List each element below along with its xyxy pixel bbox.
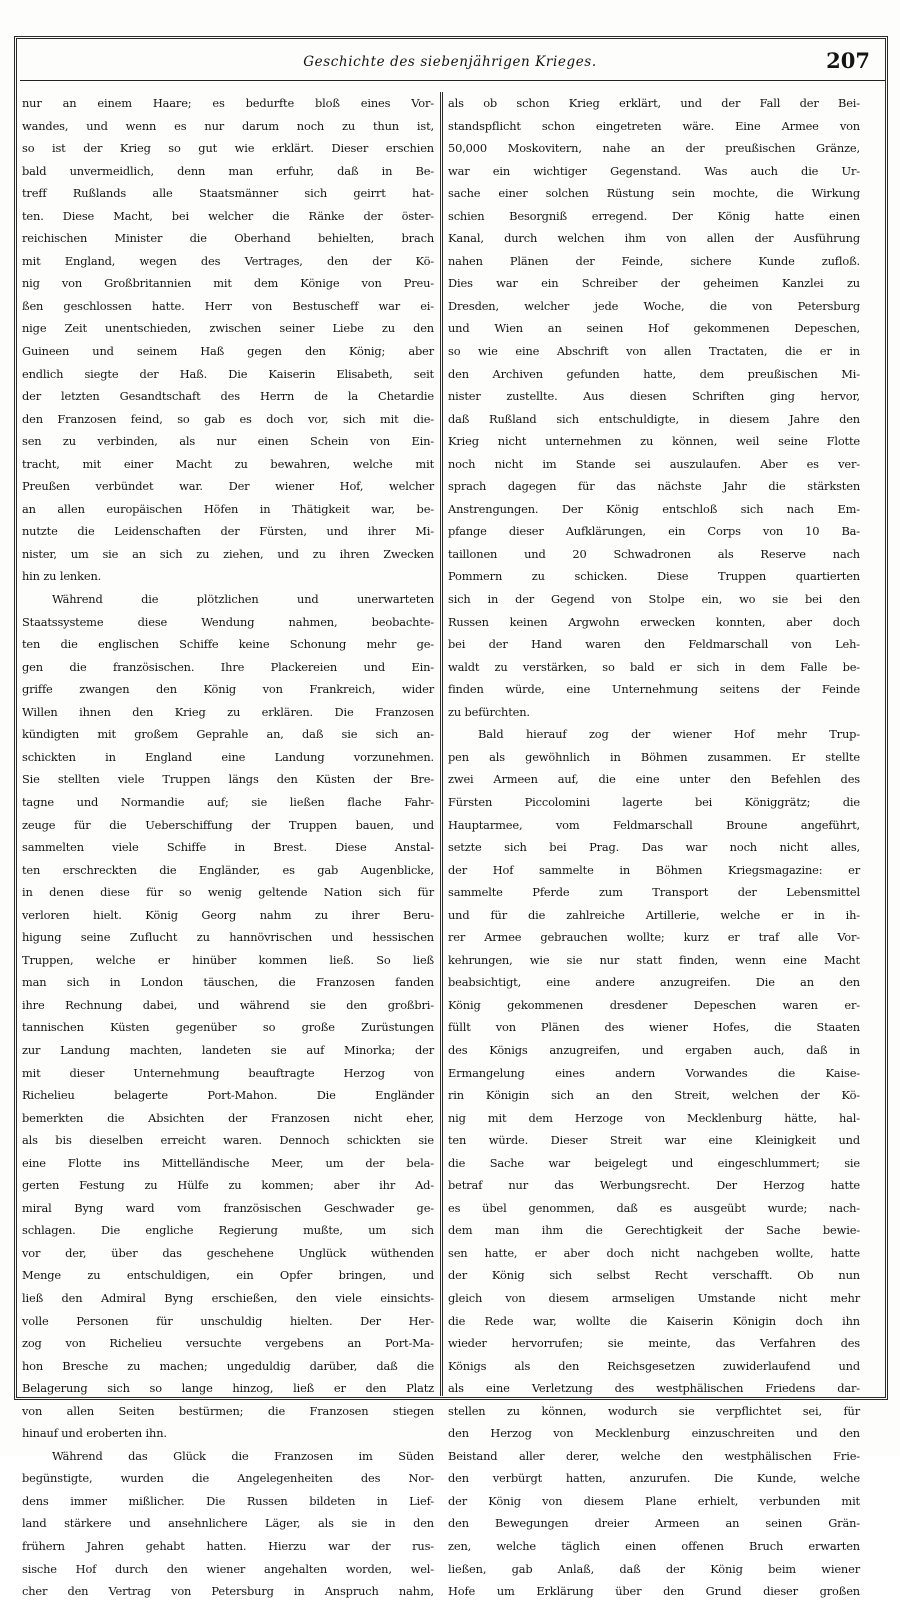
text-line: nahen Plänen der Feinde, sichere Kunde zufloß. [448,253,860,268]
text-line: higung seine Zuflucht zu hannövrischen und hessischen [22,930,434,945]
text-line: als bis dieselben erreicht waren. Dennoch schickten sie [22,1133,434,1148]
text-line: stellen zu können, wodurch sie verpflichtet sei, für [448,1403,860,1418]
text-line: schlagen. Die engliche Regierung mußte, um sich [22,1223,434,1238]
text-line: Hofe um Erklärung über den Grund dieser großen [448,1584,860,1599]
left-text-column [22,92,434,1599]
text-line: frühern Jahren gehabt hatten. Hierzu war der rus- [22,1539,434,1553]
text-line: tracht, mit einer Macht zu bewahren, welche mit [22,456,434,471]
text-line: Truppen, welche er hinüber kommen ließ. So ließ [22,952,434,967]
text-line: bemerkten die Absichten der Franzosen nicht eher, [22,1110,434,1125]
text-line: Staatssysteme diese Wendung nahmen, beobachte- [22,614,434,629]
text-line: als ob schon Krieg erklärt, und der Fall der Bei- [448,96,860,110]
text-line: mit England, wegen des Vertrages, den der Kö- [22,253,434,268]
text-line: an allen europäischen Höfen in Thätigkeit war, be- [22,501,434,516]
text-line: vor der, über das geschehene Unglück wüthenden [22,1245,434,1260]
text-line: nutzte die Leidenschaften der Fürsten, und ihrer Mi- [22,524,434,539]
text-line: schien Besorgniß erregend. Der König hatte einen [448,208,860,223]
text-line: sammelten viele Schiffe in Brest. Diese Anstal- [22,840,434,855]
text-line: der König von diesem Plane erhielt, verbunden mit [448,1493,860,1508]
text-line: rer Armee gebrauchen wollte; kurz er traf alle Vor- [448,930,860,945]
text-line: den Bewegungen dreier Armeen an seinen Grän- [448,1516,860,1531]
text-line: bald unvermeidlich, denn man erfuhr, daß in Be- [22,163,434,178]
text-line: miral Byng ward vom französischen Geschwader ge- [22,1200,434,1215]
text-line: land stärkere und ansehnlichere Läger, als sie in den [22,1516,434,1531]
text-line: verloren hielt. König Georg nahm zu ihrer Beru- [22,907,434,922]
text-line: füllt von Plänen des wiener Hofes, die Staaten [448,1020,860,1035]
text-line: von allen Seiten bestürmen; die Franzosen stiegen [22,1403,434,1418]
text-line: ihre Rechnung dabei, und während sie den großbri- [22,997,434,1012]
text-line: wandes, und wenn es nur darum noch zu thun ist, [22,118,434,133]
text-line: Russen keinen Argwohn erwecken konnten, aber doch [448,614,860,629]
text-line: zeuge für die Ueberschiffung der Truppen bauen, und [22,817,434,832]
text-line: standspflicht schon eingetreten wäre. Eine Armee von [448,118,860,133]
text-line: pfange dieser Aufklärungen, ein Corps von 10 Ba- [448,524,860,539]
text-line: Fürsten Piccolomini lagerte bei Königgrätz; die [448,794,860,809]
text-line: treff Rußlands alle Staatsmänner sich geirrt hat- [22,186,434,201]
text-line: ten würde. Dieser Streit war eine Kleinigkeit und [448,1133,860,1148]
text-line: die Rede war, wollte die Kaiserin Königin doch ihn [448,1313,860,1328]
text-line: betraf nur das Werbungsrecht. Der Herzog hatte [448,1178,860,1193]
text-line: mit dieser Unternehmung beauftragte Herzog von [22,1065,434,1080]
text-line: zwei Armeen auf, die eine unter den Befehlen des [448,772,860,787]
text-line: ließen, gab Anlaß, daß der König beim wiener [448,1561,860,1576]
text-line: ßen geschlossen hatte. Herr von Bestuscheff war ei- [22,298,434,313]
right-text-column [448,92,860,1599]
text-line: Ermangelung eines andern Vorwandes die Kaise- [448,1065,860,1080]
text-line: den verbürgt hatten, anzurufen. Die Kunde, welche [448,1471,860,1486]
text-line: finden würde, eine Unternehmung seitens der Feinde [448,682,860,697]
text-line: kündigten mit großem Geprahle an, daß sie sich an- [22,727,434,742]
text-line: Bald hierauf zog der wiener Hof mehr Trup- [478,727,860,742]
text-line: Menge zu entschuldigen, ein Opfer bringen, und [22,1268,434,1283]
text-line: und für die zahlreiche Artillerie, welche er in ih- [448,907,860,922]
text-line: der letzten Gesandtschaft des Herrn de la Chetardie [22,389,434,404]
text-line: ten. Diese Macht, bei welcher die Ränke der öster- [22,208,434,223]
text-line: Dresden, welcher jede Woche, die von Petersburg [448,298,860,313]
text-line: cher den Vertrag von Petersburg in Anspruch nahm, [22,1584,434,1599]
text-line: sache einer solchen Rüstung sein mochte, die Wirkung [448,186,860,201]
text-line: Während das Glück die Franzosen im Süden [52,1448,434,1463]
text-line: nige Zeit unentschieden, zwischen seiner Liebe zu den [22,321,434,336]
text-line: der Hof sammelte in Böhmen Kriegsmagazine: er [448,862,860,877]
text-line: gerten Festung zu Hülfe zu kommen; aber ihr Ad- [22,1178,434,1193]
text-line: in denen diese für so wenig geltende Nation sich für [22,885,434,900]
text-line: eine Flotte ins Mittelländische Meer, um der bela- [22,1155,434,1170]
text-line: es übel genommen, daß es ausgeübt wurde; nach- [448,1200,860,1215]
text-line: kehrungen, wie sie nur statt finden, wenn eine Macht [448,952,860,967]
text-line: zur Landung machten, landeten sie auf Minorka; der [22,1042,434,1057]
text-line: sische Hof durch den wiener angehalten worden, wel- [22,1561,434,1576]
text-line: zog von Richelieu versuchte vergebens an Port-Ma- [22,1336,434,1351]
text-line: zu befürchten. [448,704,530,719]
text-line: tagne und Normandie auf; sie ließen flache Fahr- [22,794,434,809]
text-line: setzte sich bei Prag. Das war noch nicht alles, [448,840,860,855]
text-line: begünstigte, wurden die Angelegenheiten des Nor- [22,1471,434,1486]
text-line: bei der Hand waren den Feldmarschall von Leh- [448,637,860,652]
text-line: hinauf und eroberten ihn. [22,1426,167,1441]
text-line: der König sich selbst Recht verschafft. Ob nun [448,1268,860,1283]
text-line: man sich in London täuschen, die Franzosen fanden [22,975,434,990]
running-head: Geschichte des siebenjährigen Krieges. [303,54,597,70]
text-line: war ein wichtiger Gegenstand. Was auch die Ur- [448,163,860,178]
text-line: Richelieu belagerte Port-Mahon. Die Engländer [22,1088,434,1103]
text-line: Preußen verbündet war. Der wiener Hof, welcher [22,479,434,494]
text-line: König gekommenen dresdener Depeschen waren er- [448,997,860,1012]
text-line: ten die englischen Schiffe keine Schonung mehr ge- [22,637,434,652]
text-line: Königs als den Reichsgesetzen zuwiderlaufend und [448,1358,860,1373]
text-line: beabsichtigt, eine andere anzugreifen. Die an den [448,975,860,990]
text-line: nister, um sie an sich zu ziehen, und zu ihren Zwecken [22,546,434,561]
text-line: taillonen und 20 Schwadronen als Reserve nach [448,546,860,561]
text-line: noch nicht im Stande sei auszulaufen. Aber es ver- [448,456,860,471]
text-line: nig mit dem Herzoge von Mecklenburg hätte, hal- [448,1110,860,1125]
column-divider [440,92,443,1396]
text-line: ließ den Admiral Byng erschießen, den viele einsichts- [22,1290,434,1305]
text-line: rin Königin sich an den Streit, welchen der Kö- [448,1088,860,1103]
text-line: sammelte Pferde zum Transport der Lebensmittel [448,885,860,900]
text-line: den Herzog von Mecklenburg einzuschreiten und den [448,1426,860,1441]
text-line: Während die plötzlichen und unerwarteten [52,592,434,607]
text-line: Pommern zu schicken. Diese Truppen quartierten [448,569,860,584]
text-line: Guineen und seinem Haß gegen den König; aber [22,344,434,359]
text-line: 50,000 Moskovitern, nahe an der preußischen Gränze, [448,141,860,156]
text-line: Sie stellten viele Truppen längs den Küsten der Bre- [22,772,434,787]
text-line: als eine Verletzung des westphälischen Friedens dar- [448,1381,860,1396]
text-line: Dies war ein Schreiber der geheimen Kanzlei zu [448,276,860,291]
text-line: pen als gewöhnlich in Böhmen zusammen. Er stellte [448,749,860,764]
text-line: Anstrengungen. Der König entschloß sich nach Em- [448,501,860,516]
text-line: sprach dagegen für das nächste Jahr die stärksten [448,479,860,494]
text-line: Belagerung sich so lange hinzog, ließ er den Platz [22,1381,434,1396]
text-line: so ist der Krieg so gut wie erklärt. Dieser erschien [22,141,434,156]
text-line: sen hatte, er aber doch nicht nachgeben wollte, hatte [448,1245,860,1260]
text-line: sen zu verbinden, als nur einen Schein von Ein- [22,434,434,449]
text-line: ten erschreckten die Engländer, es gab Augenblicke, [22,862,434,877]
text-line: Hauptarmee, vom Feldmarschall Broune angeführt, [448,817,860,832]
text-line: zen, welche täglich einen offenen Bruch erwarten [448,1539,860,1553]
text-line: nister zustellte. Aus diesen Schriften ging hervor, [448,389,860,404]
text-line: reichischen Minister die Oberhand behielten, brach [22,231,434,246]
text-line: schickten in England eine Landung vorzunehmen. [22,749,434,764]
text-line: Willen ihnen den Krieg zu erklären. Die Franzosen [22,704,434,719]
text-line: wieder hervorrufen; sie meinte, das Verfahren des [448,1336,860,1351]
text-line: nur an einem Haare; es bedurfte bloß eines Vor- [22,96,434,110]
text-line: gen die französischen. Ihre Plackereien und Ein- [22,659,434,674]
text-line: hin zu lenken. [22,569,102,584]
page-number: 207 [826,48,870,73]
text-line: und Wien an seinen Hof gekommenen Depeschen, [448,321,860,336]
text-line: Kanal, durch welchen ihm von allen der Ausführung [448,231,860,246]
text-line: gleich von diesem armseligen Umstande nicht mehr [448,1290,860,1305]
text-line: den Archiven gefunden hatte, dem preußischen Mi- [448,366,860,381]
text-line: griffe zwangen den König von Frankreich, wider [22,682,434,697]
text-line: daß Rußland sich entschuldigte, in diesem Jahre den [448,411,860,426]
text-line: nig von Großbritannien mit dem Könige von Preu- [22,276,434,291]
text-line: dens immer mißlicher. Die Russen bildeten in Lief- [22,1493,434,1508]
text-line: waldt zu verstärken, so bald er sich in dem Falle be- [448,659,860,674]
text-line: so wie eine Abschrift von allen Tractaten, die er in [448,344,860,359]
text-line: Beistand aller derer, welche den westphälischen Frie- [448,1448,860,1463]
text-line: den Franzosen feind, so gab es doch vor, sich mit die- [22,411,434,426]
text-line: endlich siegte der Haß. Die Kaiserin Elisabeth, seit [22,366,434,381]
text-line: tannischen Küsten gegenüber so große Zurüstungen [22,1020,434,1035]
text-line: die Sache war beigelegt und eingeschlummert; sie [448,1155,860,1170]
text-line: des Königs anzugreifen, und ergaben auch, daß in [448,1042,860,1057]
text-line: Krieg nicht unternehmen zu können, weil seine Flotte [448,434,860,449]
text-line: sich in der Gegend von Stolpe ein, wo sie bei den [448,592,860,607]
text-line: hon Bresche zu machen; ungeduldig darüber, daß die [22,1358,434,1373]
text-line: volle Personen für unschuldig hielten. Der Her- [22,1313,434,1328]
text-line: dem man ihm die Gerechtigkeit der Sache bewie- [448,1223,860,1238]
